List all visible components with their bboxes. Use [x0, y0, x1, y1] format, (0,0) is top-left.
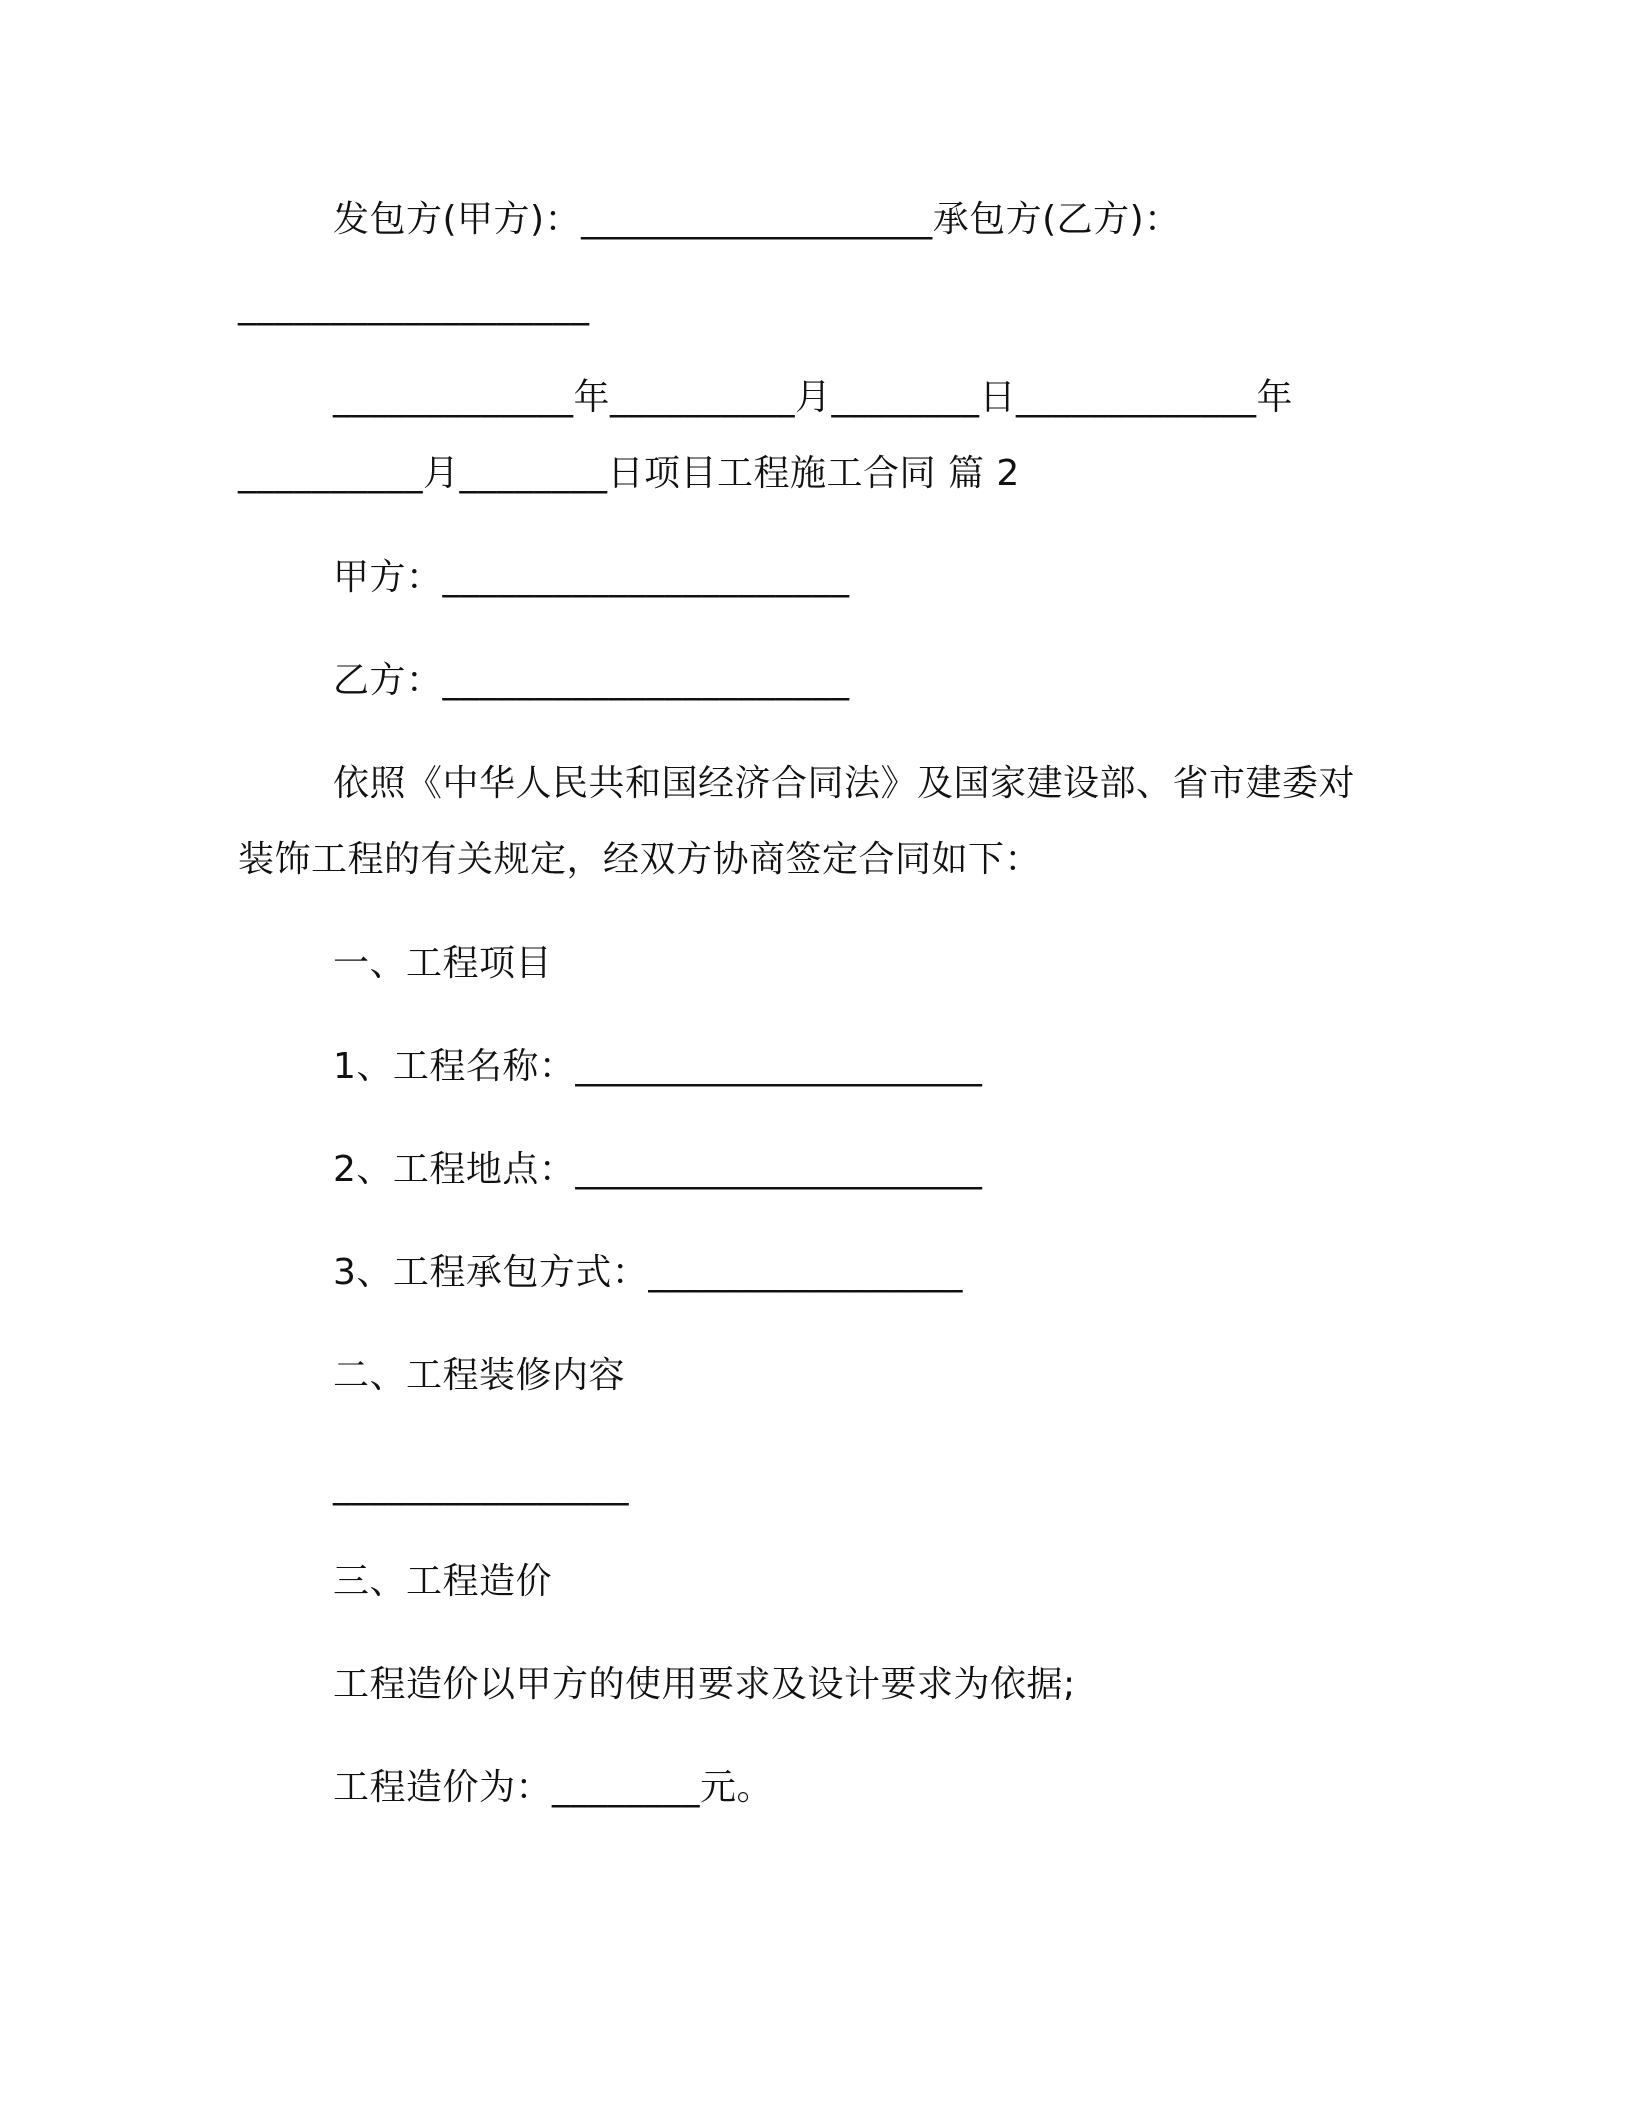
intro-paragraph-line-1: 依照《中华人民共和国经济合同法》及国家建设部、省市建委对: [333, 763, 1356, 804]
contract-title-line: __________月________日项目工程施工合同 篇 2: [238, 453, 1020, 494]
party-b-field: 乙方：______________________: [333, 660, 850, 701]
content-blank: ________________: [333, 1465, 629, 1506]
price-amount-field: 工程造价为：________元。: [333, 1767, 774, 1808]
project-name-field: 1、工程名称：______________________: [333, 1046, 983, 1087]
section-heading-project: 一、工程项目: [333, 943, 553, 984]
date-line: _____________年__________月________日_____________年: [333, 377, 1293, 418]
project-location-field: 2、工程地点：______________________: [333, 1149, 983, 1190]
section-heading-content: 二、工程装修内容: [333, 1355, 626, 1396]
price-basis-text: 工程造价以甲方的使用要求及设计要求为依据;: [333, 1664, 1076, 1705]
section-heading-price: 三、工程造价: [333, 1561, 553, 1602]
intro-paragraph-line-2: 装饰工程的有关规定，经双方协商签定合同如下：: [238, 839, 1042, 880]
contract-method-field: 3、工程承包方式：_________________: [333, 1252, 963, 1293]
parties-line: 发包方(甲方)：___________________承包方(乙方)：: [333, 199, 1181, 240]
party-b-blank: ___________________: [238, 285, 590, 326]
party-a-field: 甲方：______________________: [333, 557, 850, 598]
